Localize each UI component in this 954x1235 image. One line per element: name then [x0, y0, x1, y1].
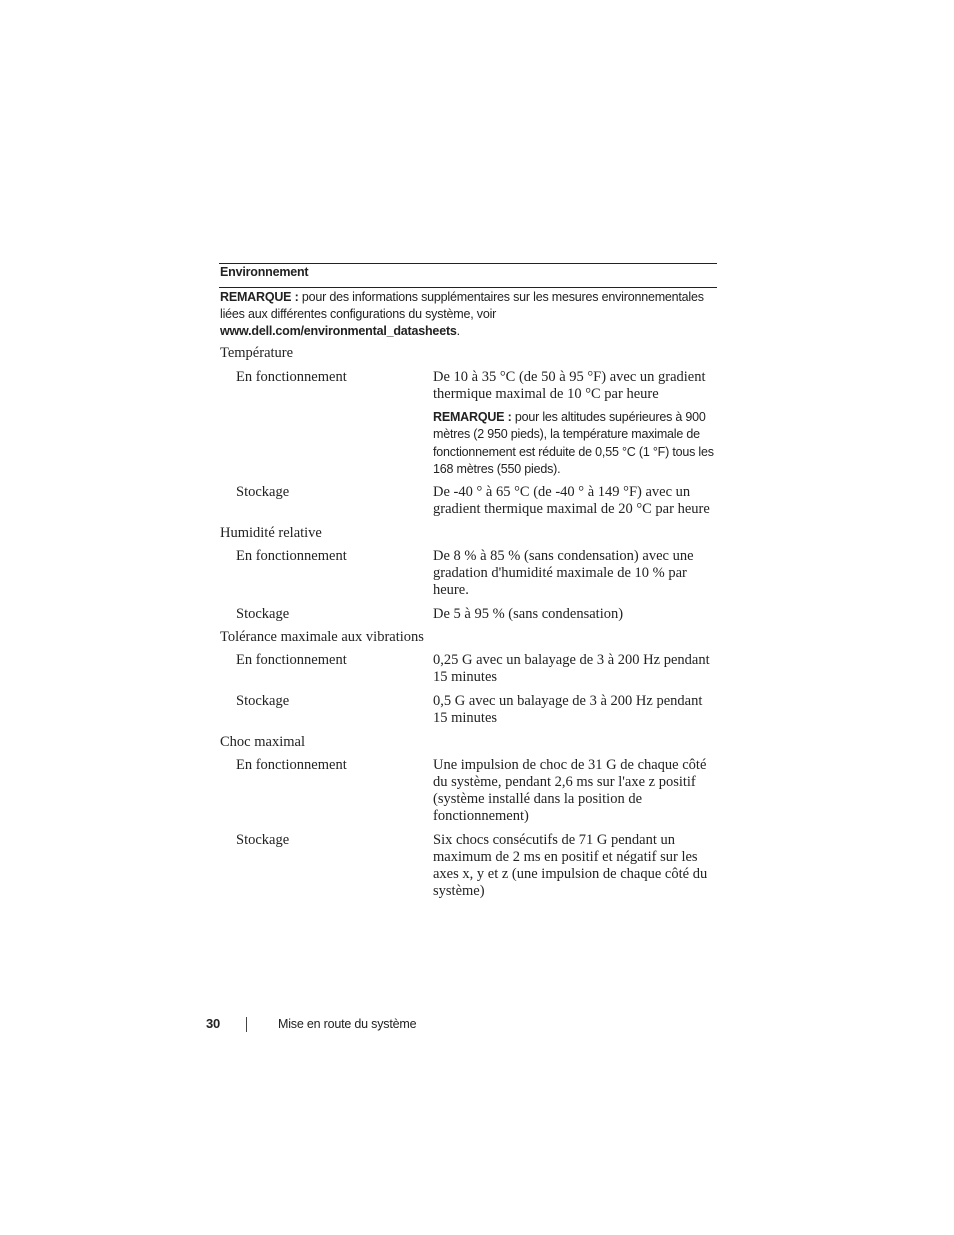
header-rule	[219, 287, 717, 288]
temperature-storage-label: Stockage	[236, 484, 290, 500]
section-title: Environnement	[220, 265, 309, 279]
temperature-operating-label: En fonctionnement	[236, 369, 347, 385]
temperature-note	[433, 409, 723, 478]
note-link[interactable]: www.dell.com/environmental_datasheets	[220, 324, 457, 338]
note-text: pour des informations supplémentaires sur les mesures environnementales liées aux différentes configurations du système, voir	[220, 290, 704, 321]
temperature-operating-value: De 10 à 35 °C (de 50 à 95 °F) avec un gradient thermique maximal de 10 °C par heure	[433, 369, 706, 402]
humidity-operating-value: De 8 % à 85 % (sans condensation) avec une gradation d'humidité maximale de 10 % par heure.	[433, 548, 694, 598]
temperature-heading: Température	[220, 345, 294, 361]
footer-separator	[246, 1017, 247, 1032]
humidity-heading: Humidité relative	[220, 525, 322, 541]
note-block	[220, 289, 720, 340]
vibration-storage-label: Stockage	[236, 693, 290, 709]
vibration-operating-value: 0,25 G avec un balayage de 3 à 200 Hz pendant 15 minutes	[433, 652, 710, 685]
footer-title: Mise en route du système	[278, 1017, 417, 1031]
vibration-operating-label: En fonctionnement	[236, 652, 347, 668]
page-number: 30	[206, 1016, 221, 1031]
humidity-storage-label: Stockage	[236, 606, 290, 622]
vibration-storage-value: 0,5 G avec un balayage de 3 à 200 Hz pendant 15 minutes	[433, 693, 703, 726]
note-label: REMARQUE :	[220, 290, 299, 304]
top-rule	[219, 263, 717, 264]
shock-storage-label: Stockage	[236, 832, 290, 848]
vibration-heading: Tolérance maximale aux vibrations	[220, 629, 424, 645]
shock-heading: Choc maximal	[220, 734, 305, 750]
shock-operating-value: Une impulsion de choc de 31 G de chaque côté du système, pendant 2,6 ms sur l'axe z positif (système installé dans la position de fonctionnement)	[433, 757, 707, 824]
shock-operating-label: En fonctionnement	[236, 757, 347, 773]
temperature-note-label: REMARQUE :	[433, 410, 512, 424]
humidity-storage-value: De 5 à 95 % (sans condensation)	[433, 606, 624, 622]
note-end: .	[456, 324, 460, 338]
shock-storage-value: Six chocs consécutifs de 71 G pendant un maximum de 2 ms en positif et négatif sur les axes x, y et z (une impulsion de chaque côté du système)	[433, 832, 708, 899]
temperature-note-text: pour les altitudes supérieures à 900 mètres (2 950 pieds), la température maximale de fonctionnement est réduite de 0,55 °C (1 °F) tous les 168 mètres (550 pieds).	[433, 410, 714, 476]
temperature-storage-value: De -40 ° à 65 °C (de -40 ° à 149 °F) avec un gradient thermique maximal de 20 °C par heure	[433, 484, 710, 517]
humidity-operating-label: En fonctionnement	[236, 548, 347, 564]
